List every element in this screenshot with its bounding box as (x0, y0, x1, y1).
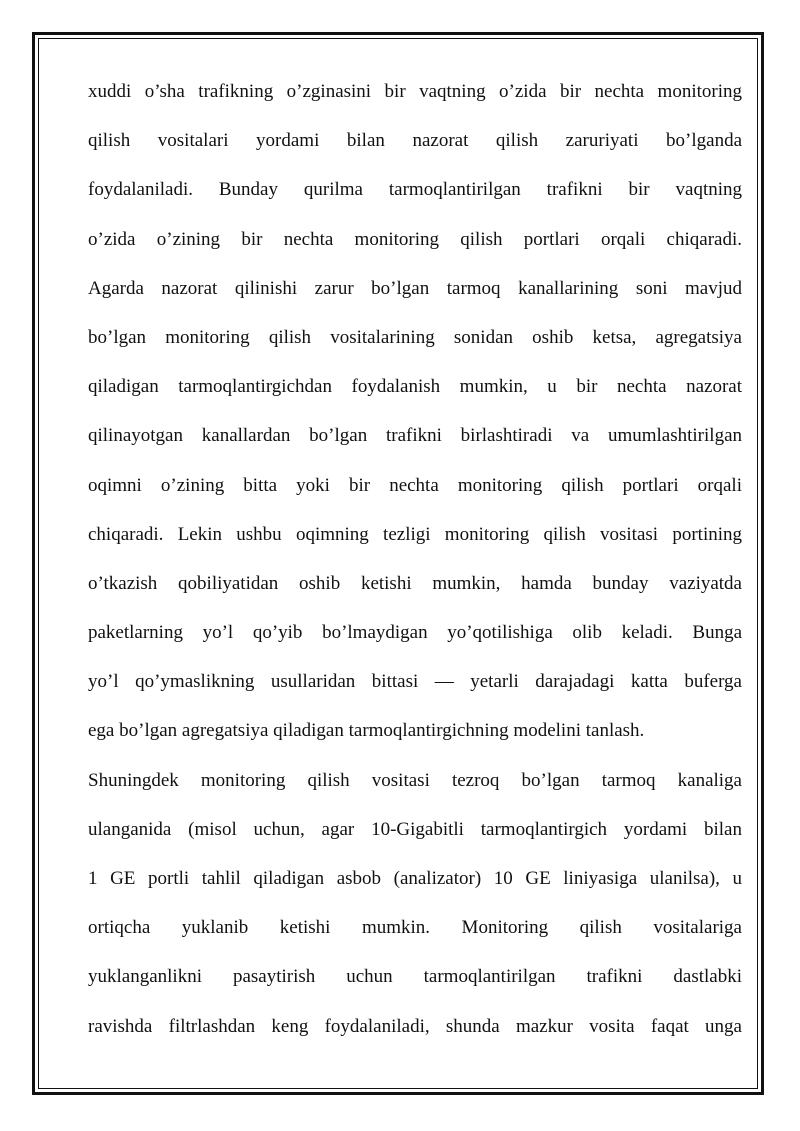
text-line-9: oqimni o’zining bitta yoki bir nechta monitoring qilish portlari orqali (88, 474, 742, 496)
text-line-2: qilish vositalari yordami bilan nazorat qilish zaruriyati bo’lganda (88, 130, 742, 152)
text-line-15: Shuningdek monitoring qilish vositasi tezroq bo’lgan tarmoq kanaliga (88, 769, 742, 791)
text-line-1: xuddi o’sha trafikning o’zginasini bir vaqtning o’zida bir nechta monitoring (88, 81, 742, 102)
text-line-13: yo’l qo’ymaslikning usullaridan bittasi — yetarli darajadagi katta buferga (88, 671, 742, 693)
text-line-6: bo’lgan monitoring qilish vositalarining sonidan oshib ketsa, agregatsiya (88, 326, 742, 348)
text-line-11: o’tkazish qobiliyatidan oshib ketishi mumkin, hamda bunday vaziyatda (88, 572, 742, 594)
text-line-16: ulanganida (misol uchun, agar 10-Gigabitli tarmoqlantirgich yordami bilan (88, 818, 742, 840)
text-line-17: 1 GE portli tahlil qiladigan asbob (analizator) 10 GE liniyasiga ulanilsa), u (88, 868, 742, 889)
text-line-7: qiladigan tarmoqlantirgichdan foydalanish mumkin, u bir nechta nazorat (88, 376, 742, 398)
text-line-14: ega bo’lgan agregatsiya qiladigan tarmoqlantirgichning modelini tanlash. (88, 720, 645, 742)
text-line-18: ortiqcha yuklanib ketishi mumkin. Monitoring qilish vositalariga (88, 917, 742, 939)
text-line-10: chiqaradi. Lekin ushbu oqimning tezligi monitoring qilish vositasi portining (88, 523, 742, 545)
text-line-5: Agarda nazorat qilinishi zarur bo’lgan tarmoq kanallarining soni mavjud (88, 277, 742, 299)
text-line-19: yuklanganlikni pasaytirish uchun tarmoqlantirilgan trafikni dastlabki (88, 966, 742, 988)
text-line-20: ravishda filtrlashdan keng foydalaniladi, shunda mazkur vosita faqat unga (88, 1015, 742, 1037)
text-line-8: qilinayotgan kanallardan bo’lgan trafikni birlashtiradi va umumlashtirilgan (88, 425, 742, 447)
text-line-4: o’zida o’zining bir nechta monitoring qilish portlari orqali chiqaradi. (88, 228, 742, 250)
document-text (88, 67, 742, 1051)
text-line-3: foydalaniladi. Bunday qurilma tarmoqlantirilgan trafikni bir vaqtning (88, 179, 742, 201)
text-line-12: paketlarning yo’l qo’yib bo’lmaydigan yo’qotilishiga olib keladi. Bunga (88, 622, 742, 644)
